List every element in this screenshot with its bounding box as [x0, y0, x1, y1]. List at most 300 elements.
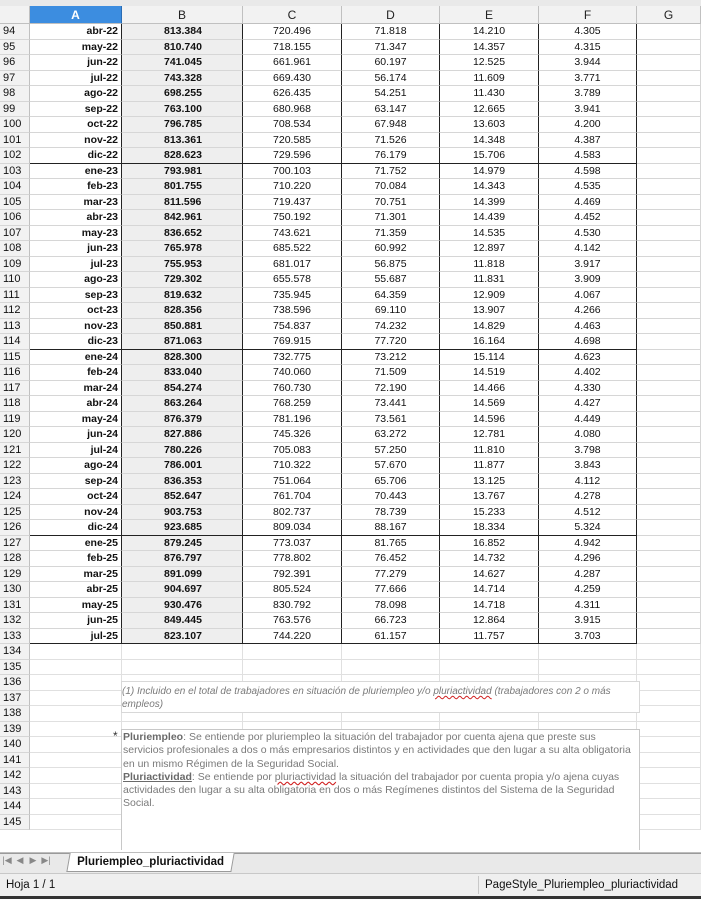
cell-g[interactable]: [637, 319, 701, 335]
cell-e[interactable]: 13.767: [440, 489, 539, 505]
cell-g[interactable]: [637, 288, 701, 304]
cell-d[interactable]: 71.818: [342, 24, 440, 40]
row-number[interactable]: 127: [0, 536, 30, 552]
row-number[interactable]: 144: [0, 799, 30, 815]
cell-d[interactable]: 70.443: [342, 489, 440, 505]
cell-c[interactable]: 735.945: [243, 288, 342, 304]
cell-a[interactable]: nov-23: [30, 319, 122, 335]
column-header-f[interactable]: F: [539, 6, 637, 24]
cell-c[interactable]: 738.596: [243, 303, 342, 319]
empty-cell[interactable]: [243, 660, 342, 676]
cell-g[interactable]: [637, 412, 701, 428]
cell-d[interactable]: 71.359: [342, 226, 440, 242]
cell-f[interactable]: 4.287: [539, 567, 637, 583]
next-sheet-icon[interactable]: ▶: [29, 855, 37, 865]
cell-f[interactable]: 4.469: [539, 195, 637, 211]
empty-cell[interactable]: [30, 675, 122, 691]
cell-a[interactable]: jul-24: [30, 443, 122, 459]
cell-c[interactable]: 720.585: [243, 133, 342, 149]
row-number[interactable]: 136: [0, 675, 30, 691]
cell-g[interactable]: [637, 520, 701, 536]
page-style[interactable]: PageStyle_Pluriempleo_pluriactividad: [478, 876, 701, 894]
cell-c[interactable]: 669.430: [243, 71, 342, 87]
row-number[interactable]: 137: [0, 691, 30, 707]
empty-cell[interactable]: [637, 753, 701, 769]
cell-g[interactable]: [637, 179, 701, 195]
cell-g[interactable]: [637, 71, 701, 87]
cell-c[interactable]: 773.037: [243, 536, 342, 552]
cell-b[interactable]: 876.379: [122, 412, 243, 428]
cell-f[interactable]: 3.944: [539, 55, 637, 71]
row-number[interactable]: 110: [0, 272, 30, 288]
cell-d[interactable]: 60.197: [342, 55, 440, 71]
cell-b[interactable]: 765.978: [122, 241, 243, 257]
cell-c[interactable]: 705.083: [243, 443, 342, 459]
select-all-corner[interactable]: [0, 6, 30, 24]
cell-f[interactable]: 3.909: [539, 272, 637, 288]
cell-e[interactable]: 14.357: [440, 40, 539, 56]
cell-f[interactable]: 3.789: [539, 86, 637, 102]
cell-a[interactable]: oct-24: [30, 489, 122, 505]
cell-d[interactable]: 64.359: [342, 288, 440, 304]
cell-b[interactable]: 903.753: [122, 505, 243, 521]
cell-a[interactable]: may-22: [30, 40, 122, 56]
cell-d[interactable]: 67.948: [342, 117, 440, 133]
cell-d[interactable]: 73.212: [342, 350, 440, 366]
cell-e[interactable]: 13.603: [440, 117, 539, 133]
cell-d[interactable]: 73.441: [342, 396, 440, 412]
cell-b[interactable]: 842.961: [122, 210, 243, 226]
cell-a[interactable]: oct-23: [30, 303, 122, 319]
cell-e[interactable]: 14.714: [440, 582, 539, 598]
cell-d[interactable]: 73.561: [342, 412, 440, 428]
cell-a[interactable]: jun-22: [30, 55, 122, 71]
cell-c[interactable]: 809.034: [243, 520, 342, 536]
cell-f[interactable]: 4.315: [539, 40, 637, 56]
cell-g[interactable]: [637, 536, 701, 552]
cell-b[interactable]: 833.040: [122, 365, 243, 381]
empty-cell[interactable]: [637, 815, 701, 831]
cell-b[interactable]: 811.596: [122, 195, 243, 211]
row-number[interactable]: 138: [0, 706, 30, 722]
first-sheet-icon[interactable]: |◀: [2, 855, 12, 865]
row-number[interactable]: 125: [0, 505, 30, 521]
cell-c[interactable]: 740.060: [243, 365, 342, 381]
empty-cell[interactable]: [30, 768, 122, 784]
column-header-d[interactable]: D: [342, 6, 440, 24]
empty-cell[interactable]: [539, 660, 637, 676]
cell-c[interactable]: 710.220: [243, 179, 342, 195]
last-sheet-icon[interactable]: ▶|: [41, 855, 51, 865]
row-number[interactable]: 134: [0, 644, 30, 660]
empty-cell[interactable]: [440, 644, 539, 660]
cell-e[interactable]: 14.596: [440, 412, 539, 428]
cell-b[interactable]: 729.302: [122, 272, 243, 288]
cell-c[interactable]: 781.196: [243, 412, 342, 428]
cell-f[interactable]: 3.798: [539, 443, 637, 459]
cell-e[interactable]: 13.907: [440, 303, 539, 319]
cell-c[interactable]: 802.737: [243, 505, 342, 521]
cell-a[interactable]: abr-24: [30, 396, 122, 412]
cell-c[interactable]: 769.915: [243, 334, 342, 350]
cell-a[interactable]: jul-22: [30, 71, 122, 87]
row-number[interactable]: 108: [0, 241, 30, 257]
cell-b[interactable]: 923.685: [122, 520, 243, 536]
cell-g[interactable]: [637, 381, 701, 397]
cell-g[interactable]: [637, 117, 701, 133]
cell-e[interactable]: 12.897: [440, 241, 539, 257]
empty-cell[interactable]: [637, 784, 701, 800]
cell-d[interactable]: 55.687: [342, 272, 440, 288]
row-number[interactable]: 119: [0, 412, 30, 428]
cell-f[interactable]: 3.703: [539, 629, 637, 645]
cell-d[interactable]: 76.179: [342, 148, 440, 164]
cell-b[interactable]: 823.107: [122, 629, 243, 645]
cell-a[interactable]: abr-22: [30, 24, 122, 40]
cell-c[interactable]: 760.730: [243, 381, 342, 397]
cell-d[interactable]: 71.509: [342, 365, 440, 381]
cell-a[interactable]: may-23: [30, 226, 122, 242]
cell-g[interactable]: [637, 350, 701, 366]
cell-d[interactable]: 63.272: [342, 427, 440, 443]
cell-e[interactable]: 16.164: [440, 334, 539, 350]
cell-g[interactable]: [637, 505, 701, 521]
cell-a[interactable]: jun-25: [30, 613, 122, 629]
cell-f[interactable]: 4.583: [539, 148, 637, 164]
row-number[interactable]: 100: [0, 117, 30, 133]
row-number[interactable]: 145: [0, 815, 30, 831]
empty-cell[interactable]: [637, 737, 701, 753]
row-number[interactable]: 129: [0, 567, 30, 583]
cell-c[interactable]: 685.522: [243, 241, 342, 257]
cell-d[interactable]: 77.279: [342, 567, 440, 583]
cell-g[interactable]: [637, 427, 701, 443]
cell-a[interactable]: sep-23: [30, 288, 122, 304]
cell-f[interactable]: 4.623: [539, 350, 637, 366]
cell-b[interactable]: 849.445: [122, 613, 243, 629]
cell-g[interactable]: [637, 164, 701, 180]
cell-a[interactable]: oct-22: [30, 117, 122, 133]
cell-e[interactable]: 12.665: [440, 102, 539, 118]
cell-b[interactable]: 813.361: [122, 133, 243, 149]
cell-d[interactable]: 63.147: [342, 102, 440, 118]
cell-c[interactable]: 778.802: [243, 551, 342, 567]
cell-f[interactable]: 4.330: [539, 381, 637, 397]
cell-e[interactable]: 14.979: [440, 164, 539, 180]
empty-cell[interactable]: [243, 644, 342, 660]
cell-a[interactable]: nov-22: [30, 133, 122, 149]
row-number[interactable]: 135: [0, 660, 30, 676]
cell-e[interactable]: 16.852: [440, 536, 539, 552]
empty-cell[interactable]: [342, 644, 440, 660]
cell-c[interactable]: 710.322: [243, 458, 342, 474]
row-number[interactable]: 118: [0, 396, 30, 412]
cell-b[interactable]: 810.740: [122, 40, 243, 56]
cell-e[interactable]: 11.877: [440, 458, 539, 474]
cell-f[interactable]: 4.512: [539, 505, 637, 521]
row-number[interactable]: 143: [0, 784, 30, 800]
cell-a[interactable]: nov-24: [30, 505, 122, 521]
row-number[interactable]: 99: [0, 102, 30, 118]
cell-e[interactable]: 14.732: [440, 551, 539, 567]
row-number[interactable]: 142: [0, 768, 30, 784]
cell-a[interactable]: ago-24: [30, 458, 122, 474]
cell-f[interactable]: 4.200: [539, 117, 637, 133]
row-number[interactable]: 131: [0, 598, 30, 614]
cell-d[interactable]: 54.251: [342, 86, 440, 102]
cell-e[interactable]: 14.627: [440, 567, 539, 583]
empty-cell[interactable]: [637, 691, 701, 707]
cell-g[interactable]: [637, 86, 701, 102]
cell-a[interactable]: jun-24: [30, 427, 122, 443]
cell-g[interactable]: [637, 210, 701, 226]
row-number[interactable]: 96: [0, 55, 30, 71]
cell-a[interactable]: may-24: [30, 412, 122, 428]
empty-cell[interactable]: [342, 660, 440, 676]
cell-g[interactable]: [637, 582, 701, 598]
row-number[interactable]: 114: [0, 334, 30, 350]
cell-c[interactable]: 732.775: [243, 350, 342, 366]
cell-f[interactable]: 3.843: [539, 458, 637, 474]
cell-b[interactable]: 755.953: [122, 257, 243, 273]
row-number[interactable]: 105: [0, 195, 30, 211]
row-number[interactable]: 120: [0, 427, 30, 443]
cell-a[interactable]: abr-23: [30, 210, 122, 226]
cell-d[interactable]: 78.098: [342, 598, 440, 614]
cell-c[interactable]: 661.961: [243, 55, 342, 71]
cell-e[interactable]: 11.810: [440, 443, 539, 459]
cell-d[interactable]: 78.739: [342, 505, 440, 521]
cell-b[interactable]: 871.063: [122, 334, 243, 350]
cell-d[interactable]: 70.751: [342, 195, 440, 211]
empty-cell[interactable]: [30, 784, 122, 800]
cell-d[interactable]: 81.765: [342, 536, 440, 552]
row-number[interactable]: 97: [0, 71, 30, 87]
cell-d[interactable]: 71.347: [342, 40, 440, 56]
column-header-e[interactable]: E: [440, 6, 539, 24]
cell-e[interactable]: 11.757: [440, 629, 539, 645]
cell-d[interactable]: 77.666: [342, 582, 440, 598]
cell-e[interactable]: 14.348: [440, 133, 539, 149]
cell-g[interactable]: [637, 474, 701, 490]
row-number[interactable]: 106: [0, 210, 30, 226]
cell-b[interactable]: 828.623: [122, 148, 243, 164]
cell-f[interactable]: 4.698: [539, 334, 637, 350]
cell-g[interactable]: [637, 365, 701, 381]
cell-c[interactable]: 750.192: [243, 210, 342, 226]
cell-c[interactable]: 681.017: [243, 257, 342, 273]
cell-e[interactable]: 12.781: [440, 427, 539, 443]
cell-e[interactable]: 14.210: [440, 24, 539, 40]
cell-a[interactable]: mar-25: [30, 567, 122, 583]
cell-e[interactable]: 11.818: [440, 257, 539, 273]
cell-d[interactable]: 57.670: [342, 458, 440, 474]
cell-e[interactable]: 13.125: [440, 474, 539, 490]
row-number[interactable]: 111: [0, 288, 30, 304]
cell-f[interactable]: 4.311: [539, 598, 637, 614]
cell-g[interactable]: [637, 551, 701, 567]
row-number[interactable]: 122: [0, 458, 30, 474]
cell-f[interactable]: 3.941: [539, 102, 637, 118]
cell-a[interactable]: feb-24: [30, 365, 122, 381]
cell-b[interactable]: 852.647: [122, 489, 243, 505]
cell-d[interactable]: 71.301: [342, 210, 440, 226]
row-number[interactable]: 112: [0, 303, 30, 319]
cell-c[interactable]: 720.496: [243, 24, 342, 40]
row-number[interactable]: 141: [0, 753, 30, 769]
cell-c[interactable]: 718.155: [243, 40, 342, 56]
cell-a[interactable]: abr-25: [30, 582, 122, 598]
cell-d[interactable]: 56.875: [342, 257, 440, 273]
cell-g[interactable]: [637, 40, 701, 56]
cell-b[interactable]: 854.274: [122, 381, 243, 397]
cell-g[interactable]: [637, 148, 701, 164]
cell-f[interactable]: 4.942: [539, 536, 637, 552]
cell-e[interactable]: 12.864: [440, 613, 539, 629]
cell-d[interactable]: 60.992: [342, 241, 440, 257]
cell-b[interactable]: 930.476: [122, 598, 243, 614]
cell-b[interactable]: 828.356: [122, 303, 243, 319]
cell-d[interactable]: 76.452: [342, 551, 440, 567]
cell-b[interactable]: 876.797: [122, 551, 243, 567]
cell-b[interactable]: 863.264: [122, 396, 243, 412]
cell-d[interactable]: 70.084: [342, 179, 440, 195]
cell-g[interactable]: [637, 24, 701, 40]
cell-c[interactable]: 700.103: [243, 164, 342, 180]
cell-g[interactable]: [637, 257, 701, 273]
row-number[interactable]: 128: [0, 551, 30, 567]
cell-a[interactable]: mar-23: [30, 195, 122, 211]
cell-f[interactable]: 3.915: [539, 613, 637, 629]
empty-cell[interactable]: [637, 660, 701, 676]
row-number[interactable]: 121: [0, 443, 30, 459]
empty-cell[interactable]: [637, 706, 701, 722]
cell-d[interactable]: 65.706: [342, 474, 440, 490]
cell-g[interactable]: [637, 396, 701, 412]
cell-e[interactable]: 14.519: [440, 365, 539, 381]
cell-b[interactable]: 743.328: [122, 71, 243, 87]
cell-c[interactable]: 792.391: [243, 567, 342, 583]
cell-f[interactable]: 4.598: [539, 164, 637, 180]
cell-e[interactable]: 14.399: [440, 195, 539, 211]
cell-b[interactable]: 786.001: [122, 458, 243, 474]
empty-cell[interactable]: [30, 691, 122, 707]
cell-c[interactable]: 805.524: [243, 582, 342, 598]
cell-a[interactable]: ago-23: [30, 272, 122, 288]
cell-g[interactable]: [637, 102, 701, 118]
cell-d[interactable]: 57.250: [342, 443, 440, 459]
row-number[interactable]: 101: [0, 133, 30, 149]
cell-d[interactable]: 88.167: [342, 520, 440, 536]
row-number[interactable]: 124: [0, 489, 30, 505]
cell-g[interactable]: [637, 195, 701, 211]
cell-g[interactable]: [637, 334, 701, 350]
cell-e[interactable]: 14.718: [440, 598, 539, 614]
cell-b[interactable]: 801.755: [122, 179, 243, 195]
empty-cell[interactable]: [122, 644, 243, 660]
cell-b[interactable]: 891.099: [122, 567, 243, 583]
cell-f[interactable]: 4.259: [539, 582, 637, 598]
cell-c[interactable]: 768.259: [243, 396, 342, 412]
row-number[interactable]: 133: [0, 629, 30, 645]
cell-f[interactable]: 4.535: [539, 179, 637, 195]
column-header-g[interactable]: G: [637, 6, 701, 24]
cell-e[interactable]: 15.706: [440, 148, 539, 164]
cell-e[interactable]: 11.609: [440, 71, 539, 87]
row-number[interactable]: 103: [0, 164, 30, 180]
cell-b[interactable]: 793.981: [122, 164, 243, 180]
empty-cell[interactable]: [30, 799, 122, 815]
cell-a[interactable]: mar-24: [30, 381, 122, 397]
row-number[interactable]: 139: [0, 722, 30, 738]
empty-cell[interactable]: [637, 799, 701, 815]
cell-c[interactable]: 761.704: [243, 489, 342, 505]
empty-cell[interactable]: [122, 660, 243, 676]
cell-g[interactable]: [637, 613, 701, 629]
empty-cell[interactable]: [30, 706, 122, 722]
cell-f[interactable]: 4.463: [539, 319, 637, 335]
empty-cell[interactable]: [440, 660, 539, 676]
column-header-c[interactable]: C: [243, 6, 342, 24]
row-number[interactable]: 140: [0, 737, 30, 753]
cell-c[interactable]: 626.435: [243, 86, 342, 102]
cell-b[interactable]: 780.226: [122, 443, 243, 459]
cell-f[interactable]: 3.917: [539, 257, 637, 273]
cell-a[interactable]: dic-24: [30, 520, 122, 536]
cell-b[interactable]: 904.697: [122, 582, 243, 598]
row-number[interactable]: 117: [0, 381, 30, 397]
empty-cell[interactable]: [30, 815, 122, 831]
cell-a[interactable]: dic-22: [30, 148, 122, 164]
cell-g[interactable]: [637, 226, 701, 242]
column-header-b[interactable]: B: [122, 6, 243, 24]
cell-c[interactable]: 744.220: [243, 629, 342, 645]
cell-b[interactable]: 763.100: [122, 102, 243, 118]
cell-c[interactable]: 729.596: [243, 148, 342, 164]
row-number[interactable]: 132: [0, 613, 30, 629]
cell-e[interactable]: 14.466: [440, 381, 539, 397]
cell-f[interactable]: 4.266: [539, 303, 637, 319]
cell-f[interactable]: 4.305: [539, 24, 637, 40]
cell-a[interactable]: ene-25: [30, 536, 122, 552]
cell-e[interactable]: 18.334: [440, 520, 539, 536]
cell-d[interactable]: 71.752: [342, 164, 440, 180]
empty-cell[interactable]: [539, 644, 637, 660]
cell-e[interactable]: 15.233: [440, 505, 539, 521]
cell-e[interactable]: 14.439: [440, 210, 539, 226]
cell-a[interactable]: feb-25: [30, 551, 122, 567]
empty-cell[interactable]: [30, 644, 122, 660]
cell-c[interactable]: 743.621: [243, 226, 342, 242]
cell-f[interactable]: 4.427: [539, 396, 637, 412]
cell-c[interactable]: 719.437: [243, 195, 342, 211]
cell-b[interactable]: 813.384: [122, 24, 243, 40]
cell-a[interactable]: feb-23: [30, 179, 122, 195]
cell-f[interactable]: 4.449: [539, 412, 637, 428]
row-number[interactable]: 115: [0, 350, 30, 366]
cell-b[interactable]: 796.785: [122, 117, 243, 133]
cell-c[interactable]: 708.534: [243, 117, 342, 133]
cell-g[interactable]: [637, 458, 701, 474]
cell-f[interactable]: 4.080: [539, 427, 637, 443]
cell-f[interactable]: 4.067: [539, 288, 637, 304]
cell-f[interactable]: 4.112: [539, 474, 637, 490]
cell-f[interactable]: 4.530: [539, 226, 637, 242]
cell-g[interactable]: [637, 629, 701, 645]
cell-g[interactable]: [637, 598, 701, 614]
row-number[interactable]: 116: [0, 365, 30, 381]
cell-a[interactable]: jul-23: [30, 257, 122, 273]
